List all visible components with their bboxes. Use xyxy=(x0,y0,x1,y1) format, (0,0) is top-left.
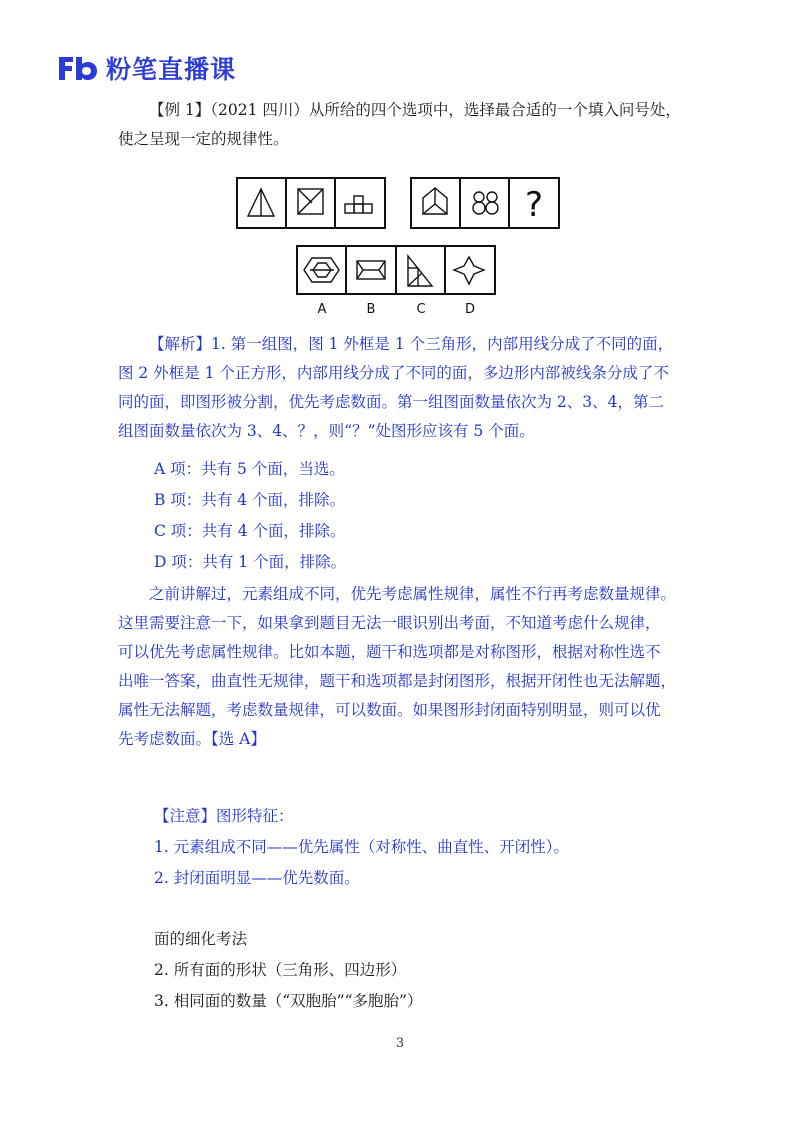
analysis-conclusion xyxy=(118,580,698,754)
conclusion-line-4: 出唯一答案，曲直性无规律，题干和选项都是封闭图形，根据开闭性也无法解题， xyxy=(118,672,677,690)
question-figure xyxy=(236,172,566,320)
note-item-2: 2. 封闭面明显——优先数面。 xyxy=(154,869,360,887)
note-item-1: 1. 元素组成不同——优先属性（对称性、曲直性、开闭性）。 xyxy=(154,838,569,856)
conclusion-line-5: 属性无法解题，考虑数量规律，可以数面。如果图形封闭面特别明显，则可以优 xyxy=(118,701,661,719)
question-line-1: 【例 1】（2021 四川）从所给的四个选项中，选择最合适的一个填入问号处， xyxy=(149,101,681,119)
analysis-text xyxy=(118,330,698,446)
hexagon-octagon-icon xyxy=(304,258,339,282)
double-eight-icon xyxy=(473,192,498,214)
analysis-line-4: 组图面数量依次为 3、4、？，则“？”处图形应该有 5 个面。 xyxy=(118,422,535,440)
conclusion-line-3: 可以优先考虑属性规律。比如本题，题干和选项都是对称图形，根据对称性选不 xyxy=(118,643,661,661)
option-label-a: A xyxy=(317,302,327,317)
triangle-grid-icon xyxy=(408,256,432,286)
page-number: 3 xyxy=(395,1036,405,1051)
four-point-star-icon xyxy=(454,257,484,284)
option-analysis-b: B 项：共有 4 个面，排除。 xyxy=(154,491,346,509)
note-title: 【注意】图形特征： xyxy=(154,807,294,825)
pentagon-split-icon xyxy=(423,188,447,214)
option-label-d: D xyxy=(464,302,476,317)
question-line-2: 使之呈现一定的规律性。 xyxy=(118,130,289,148)
extra-title: 面的细化考法 xyxy=(154,930,248,948)
extra-item-1: 2. 所有面的形状（三角形、四边形） xyxy=(154,961,407,979)
envelope-icon xyxy=(357,261,385,279)
question-text xyxy=(118,96,698,154)
conclusion-line-2: 这里需要注意一下，如果拿到题目无法一眼识别出考面，不知道考虑什么规律， xyxy=(118,614,661,632)
analysis-line-3: 同的面，即图形被分割，优先考虑数面。第一组图面数量依次为 2、3、4，第二 xyxy=(118,393,665,411)
analysis-line-1: 【解析】1. 第一组图，图 1 外框是 1 个三角形，内部用线分成了不同的面， xyxy=(149,335,674,353)
conclusion-line-1: 之前讲解过，元素组成不同，优先考虑属性规律，属性不行再考虑数量规律。 xyxy=(149,585,677,603)
extra-item-2: 3. 相同面的数量（“双胞胎”“多胞胎”） xyxy=(154,992,423,1010)
triangle-split-icon xyxy=(248,189,274,216)
option-label-b: B xyxy=(366,302,376,317)
cross-blocks-icon xyxy=(345,196,372,213)
option-analysis-d: D 项：共有 1 个面，排除。 xyxy=(154,553,347,571)
brand-name: 粉笔直播课 xyxy=(106,55,237,84)
fb-logo-icon xyxy=(56,53,100,83)
option-analysis-c: C 项：共有 4 个面，排除。 xyxy=(154,522,346,540)
square-diagonal-icon xyxy=(298,189,323,214)
option-label-c: C xyxy=(416,302,426,317)
conclusion-line-6: 先考虑数面。【选 A】 xyxy=(118,730,266,748)
brand-logo xyxy=(56,50,236,86)
option-analysis-a: A 项：共有 5 个面，当选。 xyxy=(154,460,345,478)
question-mark-icon: ? xyxy=(524,185,544,225)
analysis-line-2: 图 2 外框是 1 个正方形，内部用线分成了不同的面，多边形内部被线条分成了不 xyxy=(118,364,669,382)
